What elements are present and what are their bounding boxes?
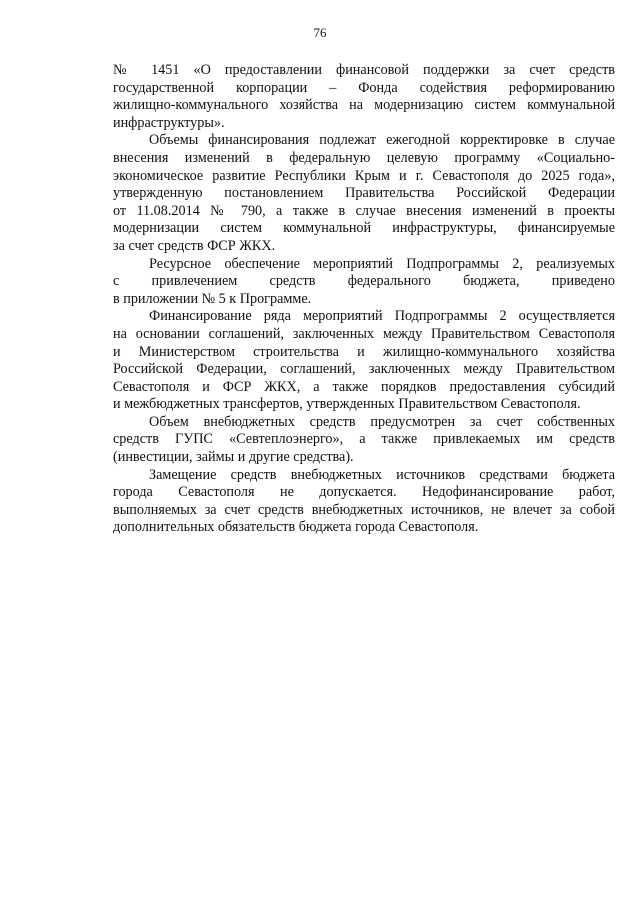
text-line: выполняемых за счет средств внебюджетных источников, не влечет за собой (113, 501, 615, 518)
text-line: в приложении № 5 к Программе. (113, 290, 312, 307)
page-number: 76 (313, 25, 327, 40)
text-line: Российской Федерации, соглашений, заключенных между Правительством (113, 361, 615, 378)
text-line: на основании соглашений, заключенных между Правительством Севастополя (113, 325, 615, 342)
paragraph-4 (113, 308, 615, 414)
text-line: Финансирование ряда мероприятий Подпрограммы 2 осуществляется (149, 308, 615, 325)
text-line: Севастополя и ФСР ЖКХ, а также порядков предоставления субсидий (113, 378, 615, 395)
document-body (113, 62, 615, 537)
paragraph-1 (113, 62, 615, 132)
text-line: Ресурсное обеспечение мероприятий Подпрограммы 2, реализуемых (149, 255, 615, 272)
text-line: инфраструктуры». (113, 114, 225, 131)
text-line: внесения изменений в федеральную целевую программу «Социально- (113, 149, 615, 166)
text-line: экономическое развитие Республики Крым и г. Севастополя до 2025 года», (113, 167, 615, 184)
text-line: государственной корпорации – Фонда содействия реформированию (113, 79, 615, 96)
text-line: утвержденную постановлением Правительства Российской Федерации (113, 185, 615, 202)
text-line: с привлечением средств федерального бюджета, приведено (113, 273, 615, 290)
text-line: Объем внебюджетных средств предусмотрен за счет собственных (149, 413, 615, 430)
text-line: (инвестиции, займы и другие средства). (113, 449, 354, 466)
text-line: средств ГУПС «Севтеплоэнерго», а также привлекаемых им средств (113, 431, 615, 448)
text-line: за счет средств ФСР ЖКХ. (113, 237, 276, 254)
paragraph-5 (113, 414, 615, 467)
text-line: жилищно-коммунального хозяйства на модернизацию систем коммунальной (113, 97, 615, 114)
text-line: Объемы финансирования подлежат ежегодной корректировке в случае (149, 132, 615, 149)
text-line: Замещение средств внебюджетных источников средствами бюджета (149, 466, 615, 483)
text-line: и межбюджетных трансфертов, утвержденных Правительством Севастополя. (113, 396, 581, 413)
paragraph-6 (113, 467, 615, 537)
text-line: № 1451 «О предоставлении финансовой поддержки за счет средств (113, 62, 615, 78)
text-line: города Севастополя не допускается. Недофинансирование работ, (113, 484, 615, 501)
paragraph-2 (113, 132, 615, 255)
text-line: и Министерством строительства и жилищно-коммунального хозяйства (113, 343, 615, 360)
text-line: модернизации систем коммунальной инфраструктуры, финансируемые (113, 220, 615, 237)
text-line: от 11.08.2014 № 790, а также в случае внесения изменений в проекты (113, 202, 615, 219)
text-line: дополнительных обязательств бюджета города Севастополя. (113, 519, 479, 536)
paragraph-3 (113, 256, 615, 309)
